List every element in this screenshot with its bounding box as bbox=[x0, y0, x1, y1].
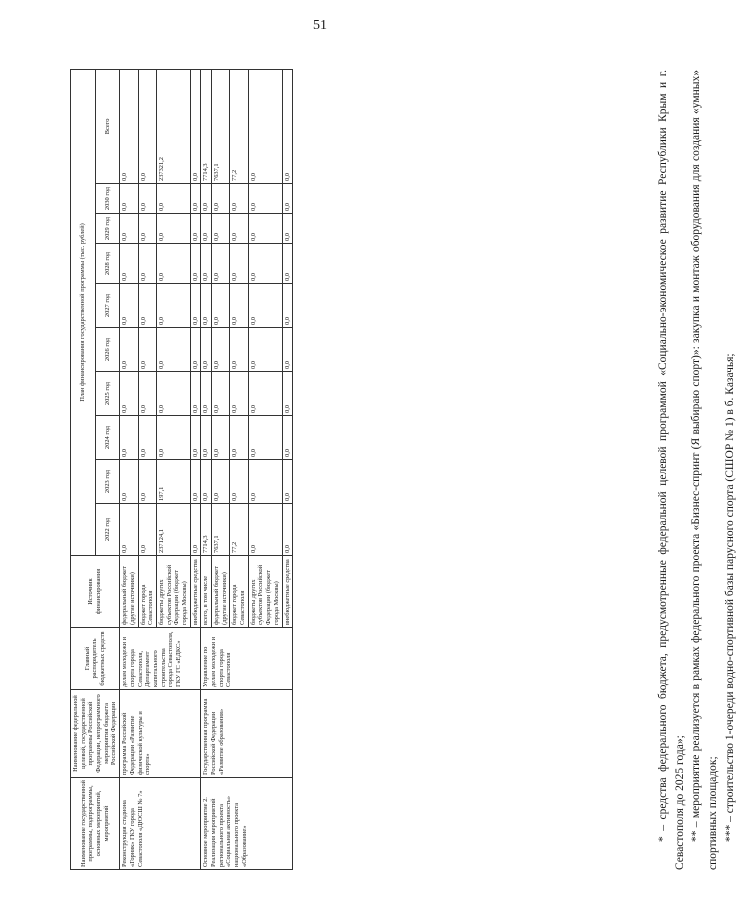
cell-value: 0,0 bbox=[201, 244, 212, 284]
header-year: 2025 год bbox=[95, 372, 120, 416]
table-row bbox=[201, 69, 212, 869]
header-year: 2028 год bbox=[95, 244, 120, 284]
header-program: Наименование федеральной целевой, государственной программы Российской Федерации, непрограммного мероприятия бюджета Российской Федерации bbox=[71, 690, 120, 778]
cell-value: 0,0 bbox=[120, 214, 138, 244]
cell-value: 0,0 bbox=[248, 416, 282, 460]
cell-source: федеральный бюджет (другие источники) bbox=[212, 556, 230, 628]
cell-value: 0,0 bbox=[230, 214, 248, 244]
cell-value: 0,0 bbox=[248, 328, 282, 372]
cell-value: 0,0 bbox=[282, 460, 293, 504]
cell-value: 0,0 bbox=[248, 184, 282, 214]
cell-value: 0,0 bbox=[156, 372, 190, 416]
cell-value: 0,0 bbox=[201, 184, 212, 214]
cell-source: бюджеты других субъектов Российской Федерации (бюджет города Москвы) bbox=[156, 556, 190, 628]
cell-source: внебюджетные средства bbox=[282, 556, 293, 628]
cell-value: 0,0 bbox=[190, 372, 201, 416]
header-year: 2026 год bbox=[95, 328, 120, 372]
financing-table bbox=[70, 69, 293, 870]
cell-value: 0,0 bbox=[190, 416, 201, 460]
cell-program: программа Российской Федерации «Развитие физической культуры и спорта» bbox=[120, 690, 201, 778]
cell-value: 0,0 bbox=[230, 284, 248, 328]
cell-value: 0,0 bbox=[190, 214, 201, 244]
cell-source: бюджет города Севастополя bbox=[138, 556, 156, 628]
cell-value: 0,0 bbox=[248, 69, 282, 183]
rotated-page-content bbox=[70, 70, 736, 870]
cell-value: 0,0 bbox=[156, 284, 190, 328]
footnote-2: ** – мероприятие реализуется в рамках федерального проекта «Бизнес-спринт (Я выбираю спорт)»: закупка и монтаж оборудования для создания «умных» спортивных площадок; bbox=[690, 70, 720, 870]
header-plan: План финансирования государственной программы (тыс. рублей) bbox=[71, 69, 96, 555]
cell-value: 0,0 bbox=[201, 460, 212, 504]
cell-value: 0,0 bbox=[212, 244, 230, 284]
header-year: 2027 год bbox=[95, 284, 120, 328]
cell-value: 0,0 bbox=[282, 244, 293, 284]
cell-value: 0,0 bbox=[120, 284, 138, 328]
cell-value: 0,0 bbox=[212, 416, 230, 460]
cell-value: 0,0 bbox=[230, 416, 248, 460]
cell-value: 0,0 bbox=[282, 184, 293, 214]
cell-value: 0,0 bbox=[138, 460, 156, 504]
cell-value: 0,0 bbox=[201, 372, 212, 416]
table-row bbox=[120, 69, 138, 869]
cell-value: 0,0 bbox=[248, 460, 282, 504]
header-year: 2022 год bbox=[95, 504, 120, 556]
cell-value: 0,0 bbox=[282, 328, 293, 372]
cell-value: 0,0 bbox=[156, 328, 190, 372]
cell-program: Государственная программа Российской Федерации «Развитие образования» bbox=[201, 690, 293, 778]
cell-name: Реконструкция стадиона «Горняк» ГКУ города Севастополя «ДЮСШ № 7» bbox=[120, 778, 201, 870]
cell-value: 7637,1 bbox=[212, 504, 230, 556]
cell-source: бюджеты других субъектов Российской Федерации (бюджет города Москвы) bbox=[248, 556, 282, 628]
cell-source: всего, в том числе bbox=[201, 556, 212, 628]
cell-value: 0,0 bbox=[201, 416, 212, 460]
cell-value: 0,0 bbox=[282, 69, 293, 183]
header-year: 2023 год bbox=[95, 460, 120, 504]
cell-value: 0,0 bbox=[282, 372, 293, 416]
cell-value: 0,0 bbox=[201, 214, 212, 244]
cell-value: 0,0 bbox=[138, 184, 156, 214]
cell-source: внебюджетные средства bbox=[190, 556, 201, 628]
cell-value: 0,0 bbox=[120, 416, 138, 460]
cell-value: 0,0 bbox=[190, 284, 201, 328]
cell-value: 0,0 bbox=[190, 504, 201, 556]
header-year: 2024 год bbox=[95, 416, 120, 460]
cell-value: 0,0 bbox=[138, 372, 156, 416]
cell-value: 0,0 bbox=[212, 214, 230, 244]
cell-value: 77,2 bbox=[230, 69, 248, 183]
cell-value: 0,0 bbox=[120, 328, 138, 372]
cell-value: 197,1 bbox=[156, 460, 190, 504]
cell-manager: делам молодежи и спорта города Севастополя, Департамент капитального строительства города Севастополя, ГКУ ГС «ЕДКС» bbox=[120, 628, 201, 690]
cell-manager: Управление по делам молодежи и спорта города Севастополя bbox=[201, 628, 293, 690]
cell-value: 0,0 bbox=[120, 244, 138, 284]
header-row-1 bbox=[71, 69, 96, 869]
header-source: Источник финансирования bbox=[71, 556, 120, 628]
cell-value: 0,0 bbox=[190, 460, 201, 504]
table-body bbox=[120, 69, 293, 869]
cell-value: 7714,3 bbox=[201, 69, 212, 183]
cell-value: 0,0 bbox=[248, 504, 282, 556]
cell-value: 0,0 bbox=[282, 504, 293, 556]
cell-value: 0,0 bbox=[230, 372, 248, 416]
footnote-1: * – средства федерального бюджета, предусмотренные федеральной целевой программой «Социально-экономическое развитие Республики Крым и г. Севастополя до 2025 года»; bbox=[657, 70, 686, 870]
cell-value: 0,0 bbox=[190, 69, 201, 183]
cell-value: 0,0 bbox=[201, 328, 212, 372]
cell-value: 0,0 bbox=[190, 244, 201, 284]
cell-value: 0,0 bbox=[138, 504, 156, 556]
cell-source: федеральный бюджет (другие источники) bbox=[120, 556, 138, 628]
cell-value: 0,0 bbox=[120, 460, 138, 504]
cell-value: 0,0 bbox=[120, 69, 138, 183]
cell-value: 0,0 bbox=[156, 416, 190, 460]
cell-value: 0,0 bbox=[138, 214, 156, 244]
cell-value: 0,0 bbox=[201, 284, 212, 328]
cell-value: 0,0 bbox=[282, 284, 293, 328]
header-name: Наименование государственной программы, подпрограммы, основных мероприятий, мероприятий bbox=[71, 778, 120, 870]
cell-value: 0,0 bbox=[190, 184, 201, 214]
cell-value: 0,0 bbox=[138, 244, 156, 284]
cell-value: 0,0 bbox=[120, 184, 138, 214]
cell-value: 0,0 bbox=[138, 328, 156, 372]
cell-value: 0,0 bbox=[138, 284, 156, 328]
cell-value: 0,0 bbox=[248, 372, 282, 416]
cell-value: 0,0 bbox=[230, 328, 248, 372]
cell-value: 0,0 bbox=[230, 244, 248, 284]
cell-value: 0,0 bbox=[156, 214, 190, 244]
footnotes bbox=[655, 70, 738, 870]
cell-value: 0,0 bbox=[282, 214, 293, 244]
header-year: 2029 год bbox=[95, 214, 120, 244]
header-year: Всего bbox=[95, 69, 120, 183]
cell-value: 0,0 bbox=[138, 69, 156, 183]
cell-value: 0,0 bbox=[212, 372, 230, 416]
page-number: 51 bbox=[313, 18, 327, 33]
cell-value: 237321,2 bbox=[156, 69, 190, 183]
cell-value: 0,0 bbox=[230, 184, 248, 214]
cell-value: 0,0 bbox=[248, 284, 282, 328]
cell-value: 7714,3 bbox=[201, 504, 212, 556]
cell-value: 0,0 bbox=[156, 244, 190, 284]
cell-value: 0,0 bbox=[212, 328, 230, 372]
cell-value: 0,0 bbox=[248, 244, 282, 284]
cell-value: 0,0 bbox=[120, 504, 138, 556]
cell-value: 0,0 bbox=[190, 328, 201, 372]
cell-value: 77,2 bbox=[230, 504, 248, 556]
cell-value: 0,0 bbox=[138, 416, 156, 460]
cell-value: 0,0 bbox=[248, 214, 282, 244]
header-manager: Главный распорядитель бюджетных средств bbox=[71, 628, 120, 690]
cell-value: 0,0 bbox=[212, 284, 230, 328]
cell-value: 0,0 bbox=[156, 184, 190, 214]
cell-value: 0,0 bbox=[212, 460, 230, 504]
header-year: 2030 год bbox=[95, 184, 120, 214]
footnote-3: *** – строительство 1-очереди водно-спортивной базы парусного спорта (СШОР № 1) в б. Казачья; bbox=[723, 353, 736, 842]
cell-value: 7637,1 bbox=[212, 69, 230, 183]
cell-value: 0,0 bbox=[120, 372, 138, 416]
cell-value: 0,0 bbox=[230, 460, 248, 504]
cell-value: 0,0 bbox=[212, 184, 230, 214]
cell-source: бюджет города Севастополя bbox=[230, 556, 248, 628]
cell-name: Основное мероприятие 2. Реализация мероприятий регионального проекта «Социальная активность» национального проекта «Образование» bbox=[201, 778, 293, 870]
cell-value: 237124,1 bbox=[156, 504, 190, 556]
cell-value: 0,0 bbox=[282, 416, 293, 460]
